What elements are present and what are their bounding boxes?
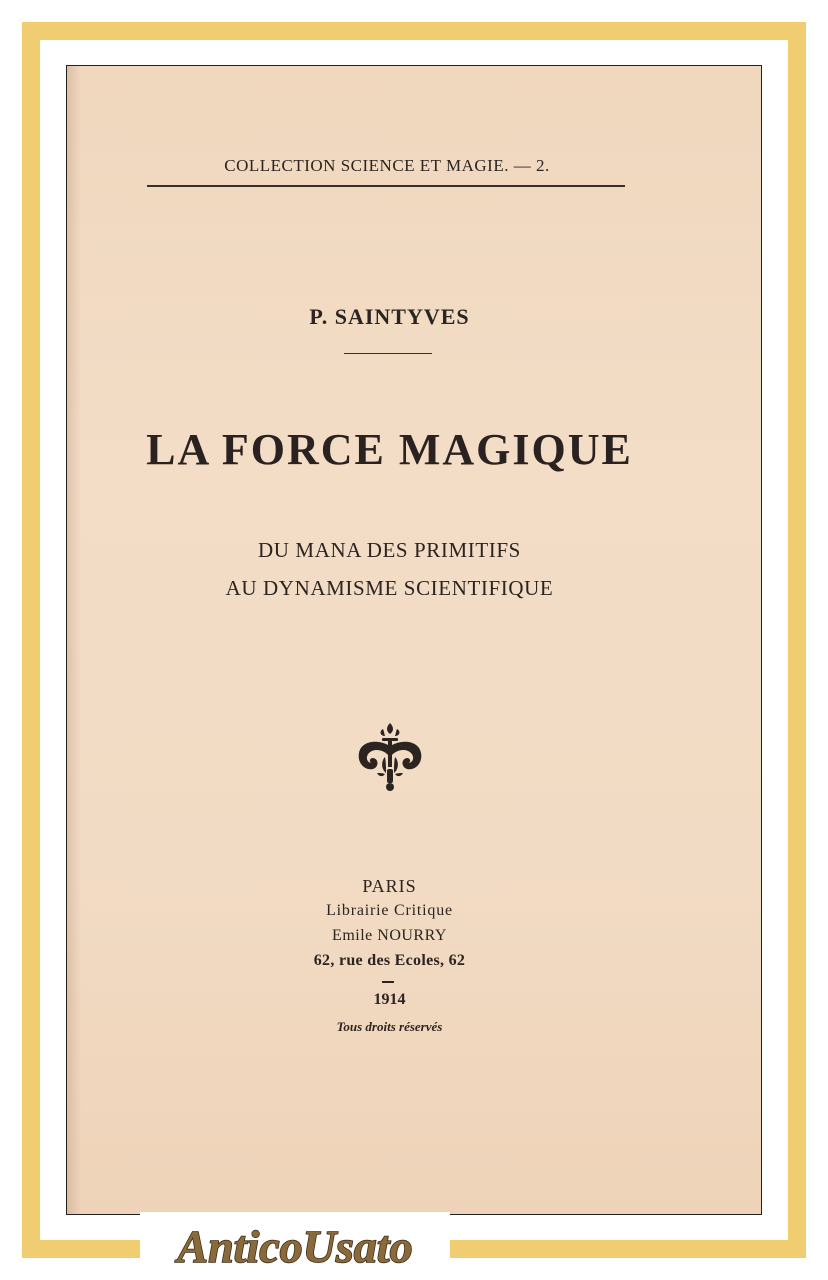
subtitle-line-2: AU DYNAMISME SCIENTIFIQUE [225,576,554,600]
author-rule [344,353,432,354]
series-line: COLLECTION SCIENCE ET MAGIE. — 2. [224,156,550,175]
watermark-logo-graphic [140,1212,450,1280]
book-title-page [66,65,762,1215]
watermark-text: AnticoUsato [177,1221,413,1272]
year-dash [382,981,394,983]
series-rule [147,185,625,187]
publisher-address: 62, rue des Ecoles, 62 [313,952,466,969]
book-title: LA FORCE MAGIQUE [146,425,633,474]
anticousato-watermark-logo [140,1212,450,1280]
rights-notice: Tous droits réservés [336,1019,443,1034]
author-name: P. SAINTYVES [309,304,470,329]
subtitle-line-1: DU MANA DES PRIMITIFS [258,538,521,562]
publication-city: PARIS [362,876,417,896]
publisher-line-1: Librairie Critique [326,902,453,919]
publication-year: 1914 [373,991,406,1008]
fleuron-ornament-icon [355,721,425,793]
page-spine-shadow [67,66,81,1214]
publisher-line-2: Emile NOURRY [332,927,447,944]
